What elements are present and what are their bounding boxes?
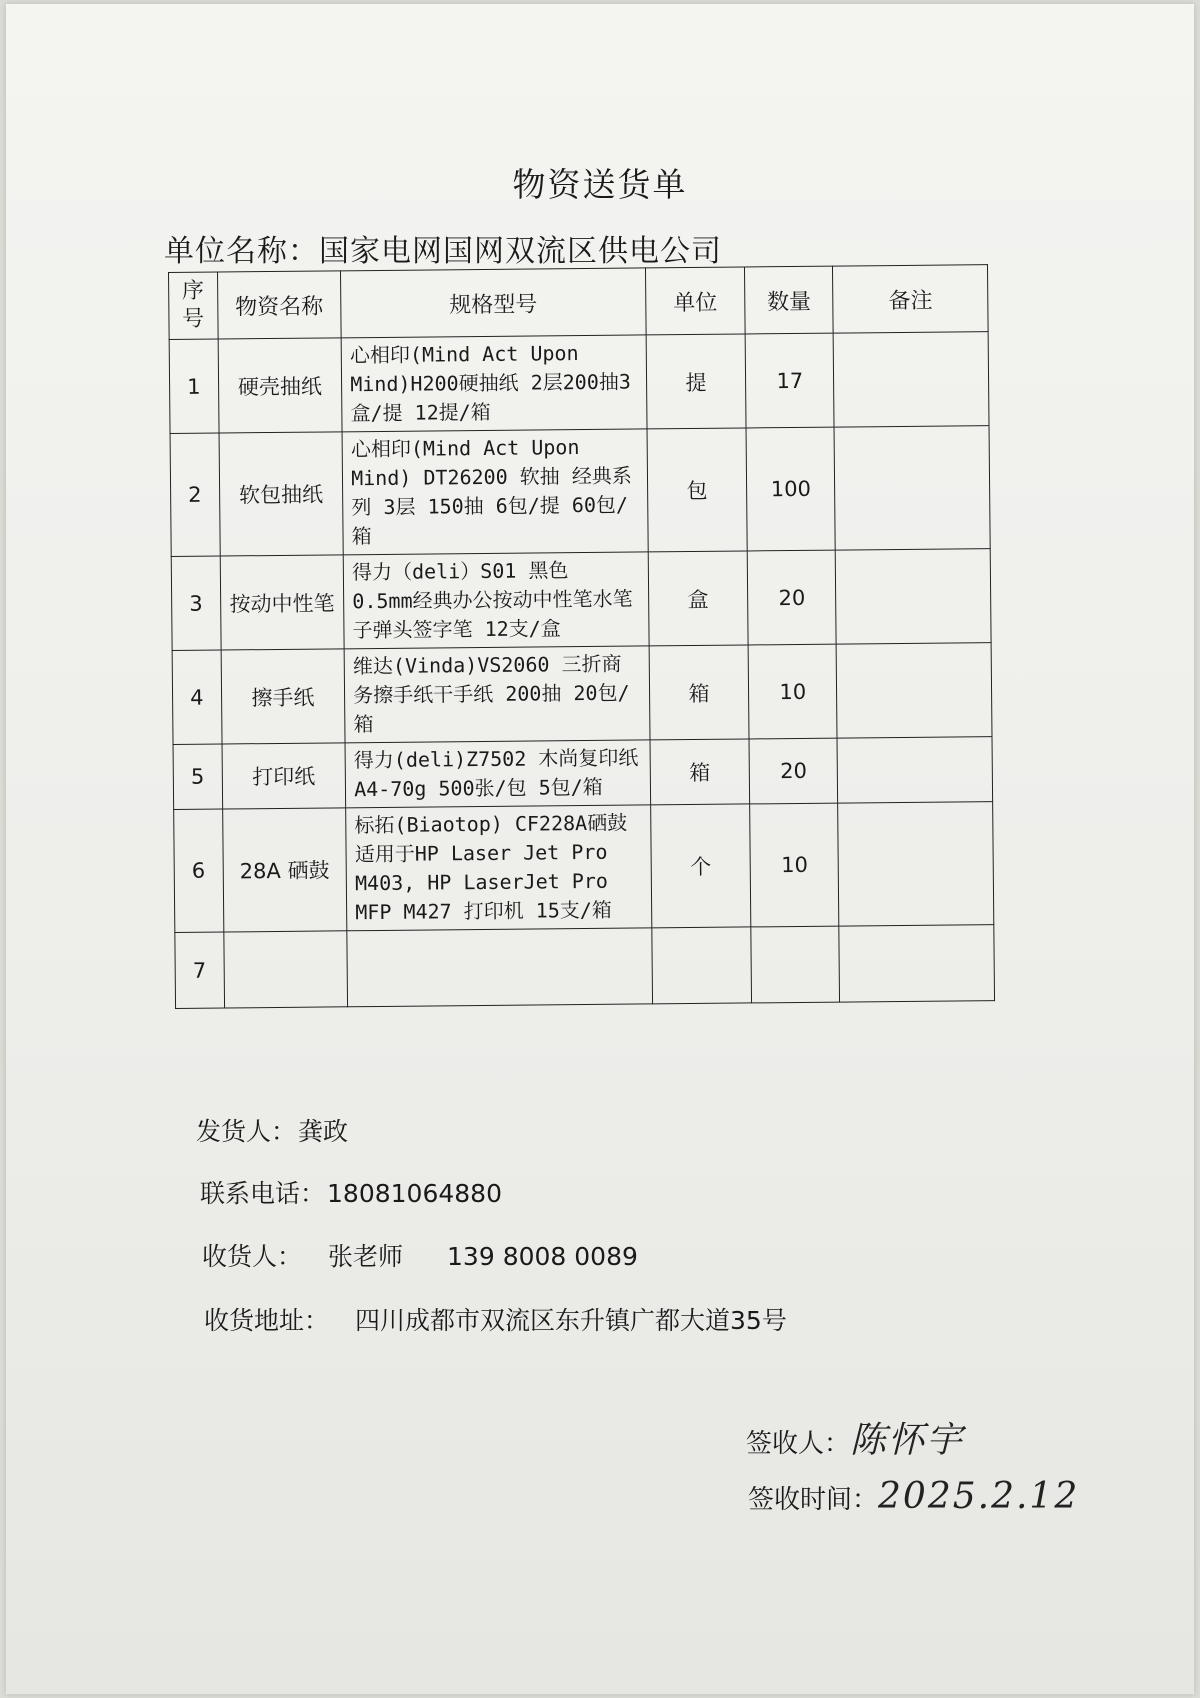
cell-qty: 20 <box>747 550 836 645</box>
address-line <box>204 1301 787 1337</box>
address-label: 收货地址： <box>204 1306 330 1335</box>
cell-unit <box>652 927 752 1004</box>
shipper-label: 发货人： <box>196 1117 297 1146</box>
cell-seq: 5 <box>173 744 222 809</box>
receiver-line <box>202 1237 638 1273</box>
phone-number: 18081064880 <box>327 1179 502 1208</box>
receiver-phone: 139 8008 0089 <box>447 1242 638 1271</box>
table-row <box>173 737 993 810</box>
delivery-note-paper <box>6 4 1194 1694</box>
sign-time-value: 2025.2.12 <box>878 1476 1080 1517</box>
cell-name: 擦手纸 <box>221 649 346 744</box>
shipper-line <box>196 1112 348 1148</box>
cell-spec: 心相印(Mind Act Upon Mind)H200硬抽纸 2层200抽3盒/提 12提/箱 <box>341 335 647 432</box>
cell-spec: 维达(Vinda)VS2060 三折商务擦手纸干手纸 200抽 20包/箱 <box>344 646 650 743</box>
receiver-label: 收货人： <box>202 1242 303 1271</box>
address-value: 四川成都市双流区东升镇广都大道35号 <box>355 1306 787 1335</box>
table-row <box>169 332 989 434</box>
cell-qty: 10 <box>750 803 839 927</box>
table-row <box>175 925 995 1009</box>
cell-qty: 10 <box>748 644 837 739</box>
cell-qty: 100 <box>746 427 835 551</box>
cell-spec: 得力(deli)Z7502 木尚复印纸 A4-70g 500张/包 5包/箱 <box>345 740 650 808</box>
cell-unit: 个 <box>650 804 751 928</box>
document-title: 物资送货单 <box>512 165 688 204</box>
cell-note <box>836 549 991 644</box>
cell-unit: 提 <box>646 334 746 429</box>
goods-table <box>168 264 995 1009</box>
cell-name: 打印纸 <box>222 743 346 809</box>
cell-seq: 7 <box>175 932 224 1008</box>
phone-line <box>200 1174 502 1210</box>
cell-note <box>834 332 989 427</box>
cell-name: 软包抽纸 <box>219 432 344 556</box>
phone-label: 联系电话： <box>200 1179 326 1208</box>
cell-unit: 盒 <box>648 551 748 646</box>
table-header-row <box>169 265 989 340</box>
cell-seq: 6 <box>174 809 224 932</box>
table-row <box>170 426 990 557</box>
signee-line <box>746 1412 964 1463</box>
cell-note <box>838 802 994 926</box>
cell-note <box>837 737 992 803</box>
sign-time-line <box>748 1476 1079 1517</box>
table-row <box>172 643 992 745</box>
signee-label: 签收人： <box>746 1429 851 1459</box>
sign-time-label: 签收时间： <box>748 1485 879 1515</box>
header-unit: 单位 <box>645 267 745 335</box>
cell-note <box>839 925 994 1002</box>
organization-label: 单位名称： <box>164 234 319 269</box>
table-row <box>171 549 991 651</box>
cell-seq: 2 <box>170 433 220 556</box>
cell-spec: 标拓(Biaotop) CF228A硒鼓 适用于HP Laser Jet Pro M403, HP LaserJet Pro MFP M427 打印机 15支/箱 <box>346 805 652 931</box>
organization-line <box>164 226 722 270</box>
cell-unit: 箱 <box>649 645 749 740</box>
cell-seq: 3 <box>171 556 220 650</box>
cell-unit: 包 <box>647 428 748 552</box>
cell-qty: 17 <box>745 333 834 428</box>
cell-spec: 心相印(Mind Act Upon Mind) DT26200 软抽 经典系列 3层 150抽 6包/提 60包/箱 <box>342 429 648 555</box>
receiver-name: 张老师 <box>328 1242 404 1271</box>
organization-name: 国家电网国网双流区供电公司 <box>319 234 722 269</box>
signee-signature: 陈怀宇 <box>850 1420 965 1461</box>
cell-unit: 箱 <box>650 739 750 805</box>
header-qty: 数量 <box>745 266 834 334</box>
cell-seq: 4 <box>172 650 221 744</box>
cell-name <box>223 931 347 1008</box>
cell-seq: 1 <box>169 339 218 433</box>
cell-name: 按动中性笔 <box>220 555 345 650</box>
cell-spec: 得力（deli）S01 黑色 0.5mm经典办公按动中性笔水笔 子弹头签字笔 12支/盒 <box>343 552 649 649</box>
shipper-name: 龚政 <box>298 1117 349 1146</box>
header-name: 物资名称 <box>217 271 341 339</box>
table-row <box>174 802 994 933</box>
cell-note <box>834 426 990 550</box>
header-spec: 规格型号 <box>341 268 646 338</box>
header-note: 备注 <box>833 265 988 333</box>
cell-qty: 20 <box>749 738 838 804</box>
cell-qty <box>751 926 840 1003</box>
cell-name: 28A 硒鼓 <box>222 808 347 932</box>
cell-name: 硬壳抽纸 <box>218 338 343 433</box>
cell-spec <box>347 928 652 1007</box>
cell-note <box>837 643 992 738</box>
header-seq: 序号 <box>169 272 218 339</box>
